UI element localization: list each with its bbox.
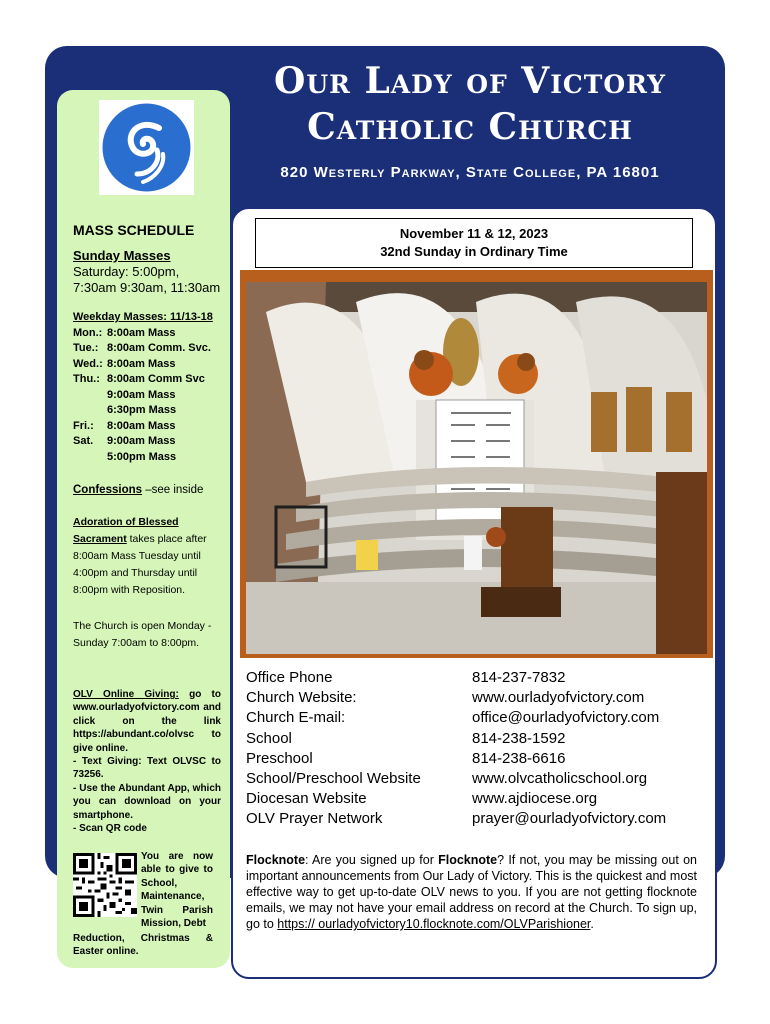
sanctuary-photo-frame — [240, 270, 713, 658]
contact-row: School 814-238-1592 — [246, 729, 566, 747]
sunday-masses — [73, 248, 221, 296]
qr-give-text: You are now able to give to School, Maintenance, Twin Parish Mission, Debt — [141, 851, 213, 930]
weekday-row: Mon.: 8:00am Mass — [73, 326, 176, 339]
flocknote-link[interactable]: https:// ourladyofvictory10.flocknote.com/OLVParishioner — [277, 917, 591, 931]
confessions-label: Confessions — [73, 484, 143, 496]
contact-row: Preschool 814-238-6616 — [246, 749, 566, 767]
app-giving: - Use the Abundant App, which you can download on your smartphone. — [73, 782, 221, 821]
sunday-heading: Sunday Masses — [73, 248, 171, 263]
sunday-line1: Saturday: 5:00pm, — [73, 264, 180, 279]
adoration-label: Adoration of Blessed Sacrament — [73, 516, 179, 545]
church-open-hours: The Church is open Monday - Sunday 7:00am to 8:00pm. — [73, 620, 212, 649]
contact-row: Office Phone 814-237-7832 — [246, 669, 566, 686]
weekday-row: 6:30pm Mass — [107, 404, 177, 416]
contact-row: Church E-mail: office@ourladyofvictory.com — [246, 709, 660, 727]
weekday-row: Sat. 9:00am Mass — [73, 435, 176, 447]
confessions: Confessions –see inside — [73, 484, 204, 496]
swirl-logo-icon — [99, 100, 194, 195]
weekday-masses — [73, 310, 221, 465]
weekday-row: Wed.: 8:00am Mass — [73, 357, 176, 370]
weekday-row: Tue.: 8:00am Comm. Svc. — [73, 342, 211, 354]
flocknote-paragraph: Flocknote: Are you signed up for Flocknote? If not, you may be missing out on important announcements from Our Lady of Victory. This is the quickest and most effective way to get up-to-date OLV news to you. If you are not getting flocknote emails, we may not have your email address on record at the Church. To sign up, go to https:// ourladyofvictory10.flocknote.com/OLVParishioner. — [246, 853, 697, 931]
contact-row: School/Preschool Website www.olvcatholicschool.org — [246, 770, 648, 788]
title-line1: Our Lady of Victory — [273, 60, 667, 102]
sanctuary-photo — [246, 282, 707, 654]
bulletin-date-box — [255, 218, 693, 268]
contact-row: Church Website: www.ourladyofvictory.com — [246, 689, 645, 707]
liturgical-sunday: 32nd Sunday in Ordinary Time — [380, 244, 568, 259]
contact-list — [246, 668, 706, 830]
qr-code-icon[interactable] — [73, 853, 137, 917]
bulletin-date: November 11 & 12, 2023 — [399, 226, 549, 241]
qr-give-text-tail: Reduction, Christmas & Easter online. — [73, 933, 213, 958]
giving-label: OLV Online Giving: — [73, 689, 179, 700]
weekday-heading: Weekday Masses: 11/13-18 — [73, 311, 213, 323]
church-address: 820 Westerly Parkway, State College, PA 16801 — [280, 164, 660, 181]
mass-schedule-heading: MASS SCHEDULE — [73, 222, 195, 238]
flocknote-label: Flocknote — [246, 853, 306, 867]
weekday-row: Fri.: 8:00am Mass — [73, 419, 176, 432]
contact-row: OLV Prayer Network prayer@ourladyofvictory.com — [246, 810, 667, 828]
contact-row: Diocesan Website www.ajdiocese.org — [246, 790, 598, 808]
adoration: Adoration of Blessed Sacrament takes place after 8:00am Mass Tuesday until 4:00pm and Thursday until 8:00pm with Reposition. — [73, 516, 207, 596]
weekday-row: 9:00am Mass — [107, 388, 176, 401]
weekday-row: Thu.: 8:00am Comm Svc — [73, 373, 205, 385]
sunday-line2: 7:30am 9:30am, 11:30am — [73, 280, 221, 295]
online-giving: OLV Online Giving: go to www.ourladyofvictory.com and click on the link https://abundant.co/olvsc to give online. - Text Giving: Text OLVSC to 73256. - Use the Abundant App, which you can download on your smartphone. - Scan QR code — [73, 689, 221, 835]
title-line2: Catholic Church — [307, 106, 633, 148]
weekday-row: 5:00pm Mass — [107, 450, 177, 463]
text-giving: - Text Giving: Text OLVSC to 73256. — [73, 756, 221, 781]
qr-giving: - Scan QR code — [73, 823, 147, 835]
church-title — [240, 58, 700, 181]
sidebar — [57, 90, 230, 968]
